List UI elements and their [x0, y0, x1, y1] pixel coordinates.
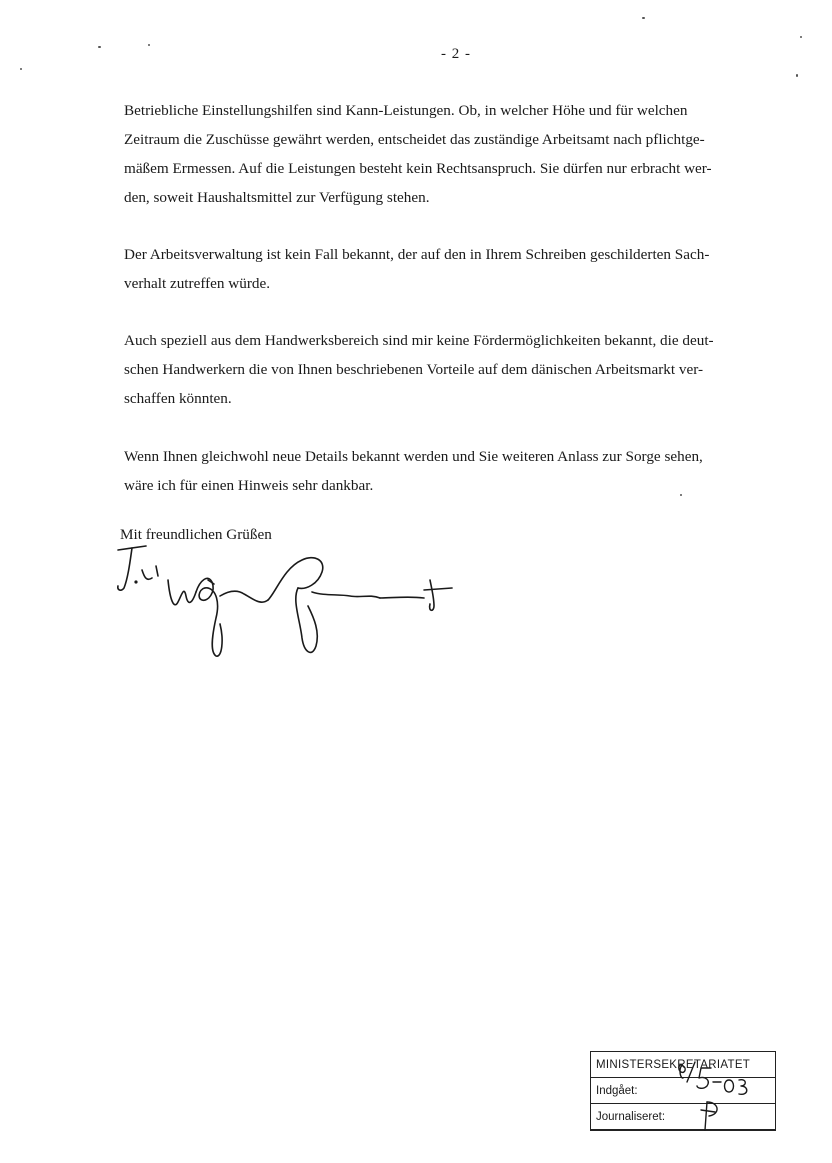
stamp-journal-row: [591, 1104, 775, 1130]
text-line: schaffen könnten.: [124, 390, 232, 407]
text-line: Wenn Ihnen gleichwohl neue Details bekannt werden und Sie weiteren Anlass zur Sorge sehen,: [124, 448, 703, 465]
scan-speck: [680, 494, 682, 496]
text-line: Zeitraum die Zuschüsse gewährt werden, entscheidet das zuständige Arbeitsamt nach pflichtge-: [124, 131, 705, 148]
stamp-received-label: Indgået:: [596, 1085, 638, 1097]
text-line: Der Arbeitsverwaltung ist kein Fall bekannt, der auf den in Ihrem Schreiben geschilderten Sach-: [124, 246, 710, 263]
text-line: schen Handwerkern die von Ihnen beschriebenen Vorteile auf dem dänischen Arbeitsmarkt ver-: [124, 361, 704, 378]
stamp-title: MINISTERSEKRETARIATET: [596, 1059, 751, 1071]
paragraph-einstellungshilfen: [124, 96, 778, 212]
text-line: den, soweit Haushaltsmittel zur Verfügung stehen.: [124, 189, 430, 206]
text-line: verhalt zutreffen würde.: [124, 275, 271, 292]
scan-speck: [98, 46, 101, 48]
page-number: - 2 -: [441, 46, 471, 62]
received-stamp: [590, 1051, 776, 1131]
text-line: Auch speziell aus dem Handwerksbereich sind mir keine Fördermöglichkeiten bekannt, die deut-: [124, 332, 714, 349]
scan-speck: [642, 17, 645, 19]
text-line: Betriebliche Einstellungshilfen sind Kann-Leistungen. Ob, in welcher Höhe und für welchen: [124, 102, 688, 119]
stamp-received-row: [591, 1078, 775, 1104]
scan-speck: [796, 74, 798, 77]
closing-salutation: Mit freundlichen Grüßen: [120, 526, 272, 543]
scan-speck: [20, 68, 22, 70]
handwritten-signature: [112, 540, 472, 670]
paragraph-handwerksbereich: [124, 326, 778, 413]
scan-speck: [800, 36, 802, 38]
paragraph-arbeitsverwaltung: [124, 240, 778, 298]
stamp-title-row: [591, 1052, 775, 1078]
scan-speck: [148, 44, 150, 46]
text-line: mäßem Ermessen. Auf die Leistungen besteht kein Rechtsanspruch. Sie dürfen nur erbracht wer-: [124, 160, 712, 177]
stamp-journal-label: Journaliseret:: [596, 1111, 666, 1123]
paragraph-hinweis: [124, 442, 778, 500]
text-line: wäre ich für einen Hinweis sehr dankbar.: [124, 477, 374, 494]
